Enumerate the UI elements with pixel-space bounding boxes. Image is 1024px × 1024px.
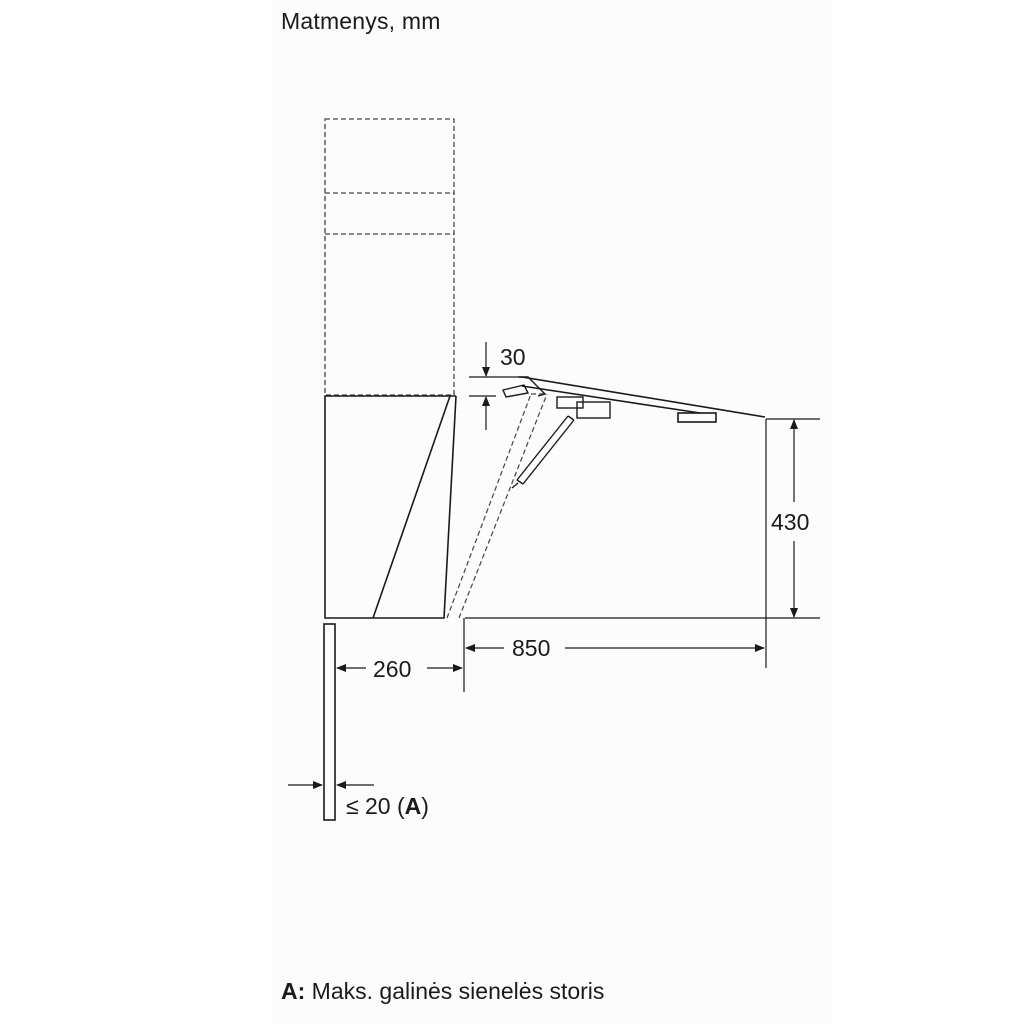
dimension-260-label: 260 (373, 656, 412, 682)
dimension-430 (766, 419, 820, 668)
legend-key: A: (281, 978, 306, 1004)
hood-body (325, 396, 456, 618)
dimension-430-label: 430 (771, 509, 810, 535)
legend-note (281, 978, 604, 1005)
dimension-850 (464, 618, 764, 692)
hob-profile (522, 377, 765, 422)
page-title: Matmenys, mm (281, 8, 441, 34)
hood-panel-open (447, 394, 547, 618)
legend-text: Maks. galinės sienelės storis (305, 978, 605, 1004)
back-wall (324, 624, 335, 820)
chimney-outline (325, 119, 454, 395)
lift-strut (512, 416, 574, 488)
dimension-30-label: 30 (500, 344, 526, 370)
dimension-850-label: 850 (512, 635, 551, 661)
dimension-wall-thickness-label: ≤ 20 (A) (346, 793, 429, 819)
